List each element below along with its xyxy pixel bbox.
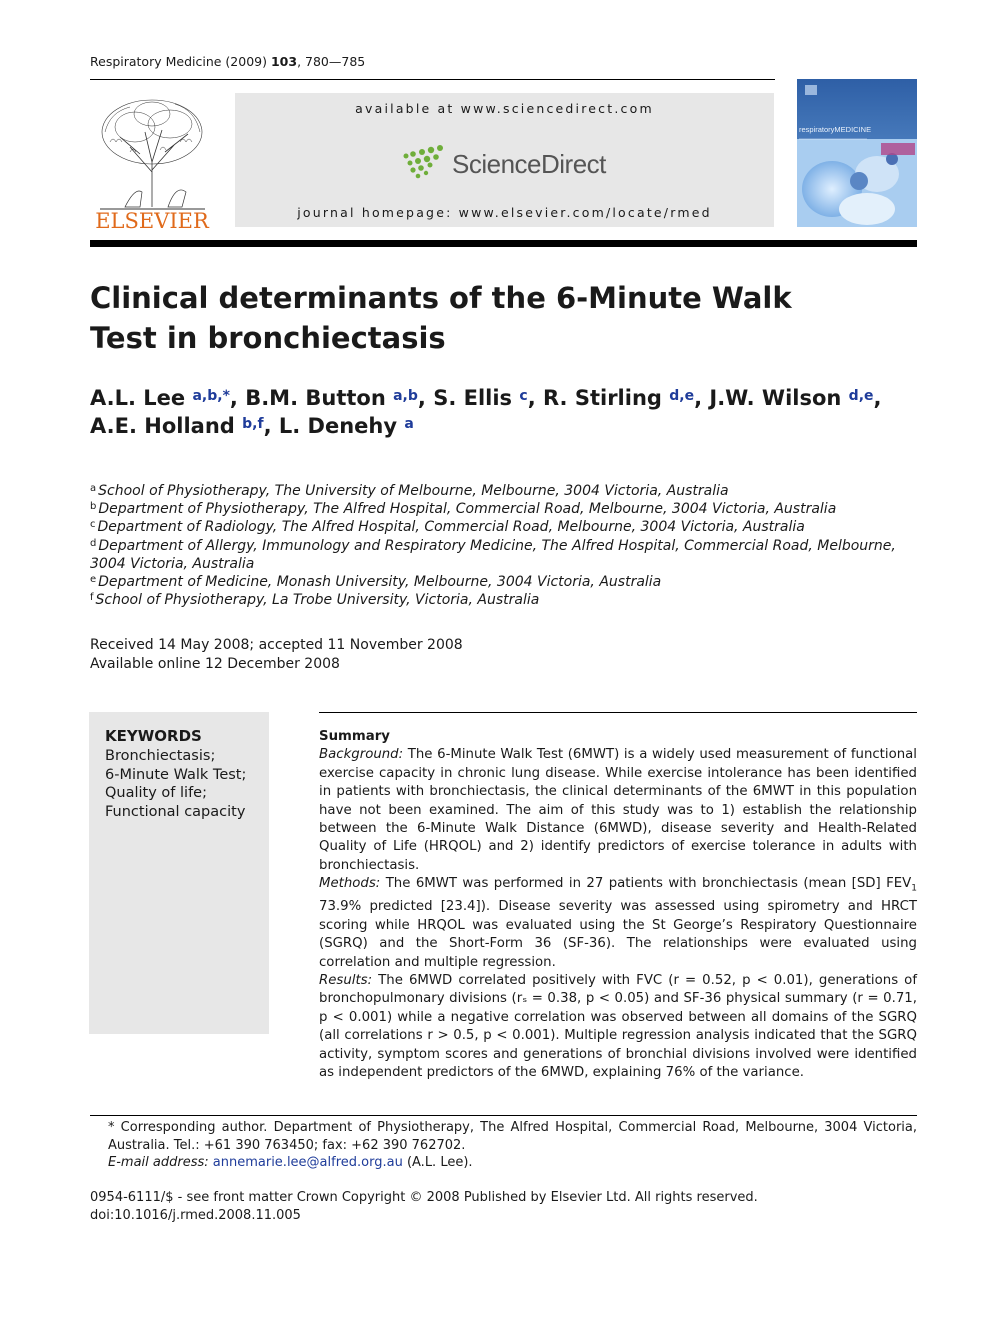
keywords-list — [105, 747, 246, 821]
copyright-block — [90, 1189, 758, 1224]
keyword-item: 6-Minute Walk Test; — [105, 766, 247, 783]
available-at-text[interactable]: available at www.sciencedirect.com — [355, 101, 654, 116]
author-name: S. Ellis — [433, 386, 513, 410]
article-dates — [90, 636, 463, 673]
elsevier-tree-icon — [90, 92, 215, 232]
article-title — [90, 278, 850, 358]
affiliation-item: $^b$ Department of Physiotherapy, The Alfred Hospital, Commercial Road, Melbourne, 3004 Victoria, Australia — [90, 501, 837, 518]
author-affiliation-link[interactable]: d,e — [848, 388, 874, 404]
summary-heading: Summary — [319, 729, 390, 744]
summary-background: Background: The 6-Minute Walk Test (6MWT) is a widely used measurement of functional exercise capacity in chronic lung disease. While exercise intolerance has been identified in patients with bronchiectasis, the clinical determinants of the 6MWT in this population have not been examined. The aim of this study was to 1) establish the relationship between the 6-Minute Walk Distance (6MWD), disease severity and Health-Related Quality of Life (HRQOL) and 2) identify predictors of exercise tolerance in adults with bronchiectasis. — [319, 747, 917, 873]
author-affiliation-link[interactable]: b,f — [242, 416, 264, 432]
header-rule — [90, 79, 775, 80]
author-affiliation-link[interactable]: a,b — [393, 388, 418, 404]
keyword-item: Quality of life; — [105, 785, 207, 801]
author-name: B.M. Button — [245, 386, 386, 410]
author-line-1: A.L. Lee $^{a,b,*}$, B.M. Button $^{a,b}$, S. Ellis $^c$, R. Stirling $^{d,e}$, J.W. Wilson $^{d,e}$, — [90, 386, 882, 410]
summary-methods: Methods: The 6MWT was performed in 27 patients with bronchiectasis (mean [SD] $FEV_1$ 73.9% predicted [23.4]). Disease severity was assessed using spirometry and HRCT scoring while HRQOL was evaluated using the St George’s Respiratory Questionnaire (SGRQ) and the Short-Form 36 (SF-36). The relationships were evaluated using correlation and multiple regression. — [319, 876, 917, 970]
elsevier-wordmark: ELSEVIER — [95, 209, 209, 232]
author-list — [90, 384, 917, 440]
header-thick-rule — [90, 240, 917, 247]
summary-results: Results: The 6MWD correlated positively with FVC (r = 0.52, p < 0.01), generations of bronchopulmonary divisions (rₛ = 0.38, p < 0.05) and SF-36 physical summary (r = 0.71, p < 0.001) while a negative correlation was observed between all domains of the SGRQ (all correlations r > 0.5, p < 0.001). Multiple regression analysis indicated that the SGRQ activity, symptom scores and generations of bronchial divisions involved were identified as independent predictors of the 6MWD, explaining 76% of the variance. — [319, 972, 917, 1080]
affiliation-item: $^d$ Department of Allergy, Immunology and Respiratory Medicine, The Alfred Hospital, Commercial Road, Melbourne, 3004 Victoria, Australia — [90, 537, 896, 572]
corresponding-author-text: * Corresponding author. Department of Physiotherapy, The Alfred Hospital, Commercial Road, Melbourne, 3004 Victoria, Australia. Tel.: +61 390 763450; fax: +62 390 762702. — [108, 1120, 917, 1153]
cover-title: respiratoryMEDICINE — [799, 125, 872, 134]
author-name: L. Denehy — [278, 414, 398, 438]
doi-link[interactable]: doi:10.1016/j.rmed.2008.11.005 — [90, 1207, 301, 1223]
author-line-2: A.E. Holland $^{b,f}$, L. Denehy $^a$ — [90, 414, 414, 438]
author-affiliation-link[interactable]: c — [519, 388, 528, 404]
email-label: E-mail address: — [108, 1155, 209, 1170]
affiliation-item: $^e$ Department of Medicine, Monash University, Melbourne, 3004 Victoria, Australia — [90, 574, 662, 591]
author-email-link[interactable]: annemarie.lee@alfred.org.au — [212, 1155, 403, 1170]
copyright-text: 0954-6111/$ - see front matter Crown Copyright © 2008 Published by Elsevier Ltd. All rights reserved. — [90, 1190, 758, 1205]
sciencedirect-logo — [400, 143, 615, 183]
journal-cover-image — [797, 79, 917, 227]
keyword-item: Bronchiectasis; — [105, 748, 216, 764]
keyword-item: Functional capacity — [105, 803, 246, 820]
abstract-summary — [319, 728, 917, 1082]
footnote-rule — [90, 1115, 917, 1116]
author-affiliation-link[interactable]: d,e — [669, 388, 695, 404]
article-title-line-2: Test in bronchiectasis — [90, 321, 446, 355]
affiliation-item: $^f$ School of Physiotherapy, La Trobe University, Victoria, Australia — [90, 592, 540, 609]
sciencedirect-wordmark: ScienceDirect — [452, 149, 606, 179]
elsevier-logo — [90, 92, 215, 232]
affiliation-item: $^a$ School of Physiotherapy, The University of Melbourne, Melbourne, 3004 Victoria, Australia — [90, 483, 729, 499]
journal-citation: Respiratory Medicine (2009) 103, 780—785 — [90, 54, 366, 69]
author-name: A.E. Holland — [90, 414, 235, 438]
affiliation-item: $^c$ Department of Radiology, The Alfred Hospital, Commercial Road, Melbourne, 3004 Victoria, Australia — [90, 519, 805, 536]
author-name: J.W. Wilson — [709, 386, 842, 410]
sciencedirect-banner — [235, 93, 774, 227]
journal-year: (2009) — [225, 54, 267, 69]
author-name: R. Stirling — [542, 386, 662, 410]
keywords-box — [89, 712, 269, 1034]
journal-volume: 103 — [270, 54, 298, 69]
author-name: A.L. Lee — [90, 386, 186, 410]
available-online-date: Available online 12 December 2008 — [90, 655, 340, 672]
journal-name: Respiratory Medicine — [90, 54, 222, 69]
affiliation-list — [90, 482, 917, 609]
keywords-heading: KEYWORDS — [105, 727, 202, 745]
corresponding-author-footnote: * Corresponding author. Department of Physiotherapy, The Alfred Hospital, Commercial Road, Melbourne, 3004 Victoria, Australia. Tel.: +61 390 763450; fax: +62 390 762702. E-mail address: annemarie.lee@alfred.org.au (A.L. Lee). — [90, 1119, 917, 1172]
journal-pages: 780—785 — [305, 54, 366, 69]
journal-homepage-text[interactable]: journal homepage: www.elsevier.com/locate/rmed — [297, 205, 712, 220]
summary-rule — [319, 712, 917, 713]
journal-cover-icon — [797, 79, 917, 227]
received-date: Received 14 May 2008; accepted 11 November 2008 — [90, 637, 463, 653]
author-affiliation-link[interactable]: a — [404, 416, 414, 432]
article-title-line-1: Clinical determinants of the 6-Minute Walk — [90, 281, 792, 315]
author-affiliation-link[interactable]: a,b,* — [192, 388, 230, 404]
